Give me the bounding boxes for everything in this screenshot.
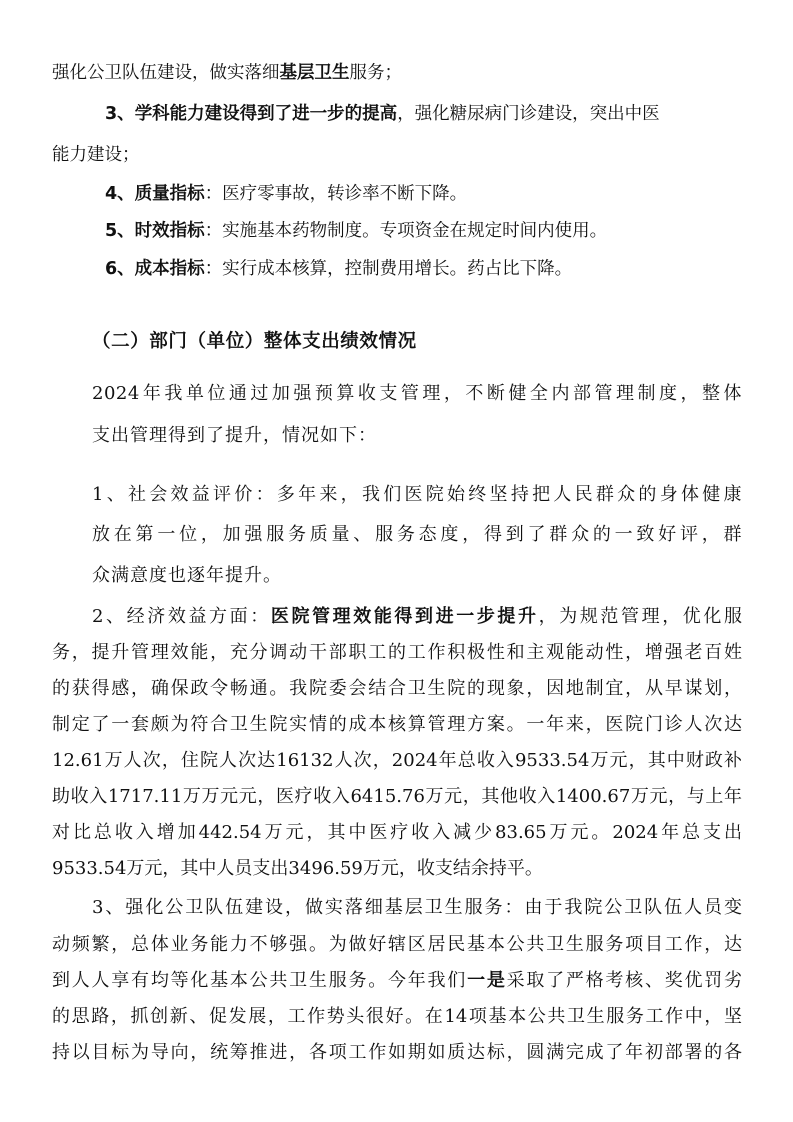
bold-text-run: 医院管理效能得到进一步提升 <box>270 606 539 627</box>
list-item-5 <box>105 216 607 246</box>
text-run: ，为规范管理，优化服 <box>538 606 743 627</box>
paragraph-line: 能力建设； <box>52 145 140 165</box>
paragraph-line: 助收入1717.11万万元元，医疗收入6415.76万元，其他收入1400.67万元，与上年 <box>52 786 742 807</box>
paragraph-line: 持以目标为导向，统筹推进，各项工作如期如质达标，圆满完成了年初部署的各 <box>52 1042 742 1063</box>
bold-label: 5、时效指标 <box>105 221 205 241</box>
paragraph-line: 务，提升管理效能，充分调动干部职工的工作积极性和主观能动性，增强老百姓 <box>52 642 742 663</box>
text-run: ：实行成本核算，控制费用增长。药占比下降。 <box>204 259 573 279</box>
paragraph-line: 1、社会效益评价：多年来，我们医院始终坚持把人民群众的身体健康 <box>92 484 742 505</box>
text-run: 强化公卫队伍建设，做实落细 <box>52 63 280 83</box>
paragraph-line: 放在第一位，加强服务质量、服务态度，得到了群众的一致好评，群 <box>92 524 742 545</box>
list-item-4 <box>105 179 467 209</box>
paragraph-line: 3、强化公卫队伍建设，做实落细基层卫生服务：由于我院公卫队伍人员变 <box>92 897 742 918</box>
text-run: 服务； <box>349 63 402 83</box>
text-run: 到人人享有均等化基本公共卫生服务。今年我们 <box>52 970 468 991</box>
bold-text-run: 学科能力建设得到了进一步的提高 <box>134 104 398 124</box>
paragraph-line: 的思路，抓创新、促发展，工作势头很好。在14项基本公共卫生服务工作中，坚 <box>52 1006 742 1027</box>
bold-text-run: 基层卫生 <box>279 63 350 83</box>
paragraph-line: 动频繁，总体业务能力不够强。为做好辖区居民基本公共卫生服务项目工作，达 <box>52 934 742 955</box>
paragraph-line: 的获得感，确保政令畅通。我院委会结合卫生院的现象，因地制宜，从早谋划， <box>52 678 742 699</box>
paragraph-line <box>52 966 742 996</box>
text-run: ：实施基本药物制度。专项资金在规定时间内使用。 <box>204 221 608 241</box>
text-run: ：医疗零事故，转诊率不断下降。 <box>204 184 468 204</box>
paragraph-line <box>52 58 402 88</box>
paragraph-line: 对比总收入增加442.54万元，其中医疗收入减少83.65万元。2024年总支出 <box>52 822 742 843</box>
section-heading: （二）部门（单位）整体支出绩效情况 <box>92 331 417 352</box>
text-run: 2、经济效益方面： <box>92 606 271 627</box>
paragraph-line: 制定了一套颇为符合卫生院实情的成本核算管理方案。一年来，医院门诊人次达 <box>52 714 742 735</box>
text-run: 采取了严格考核、奖优罚劣 <box>506 970 743 991</box>
paragraph-line: 12.61万人次，住院人次达16132人次，2024年总收入9533.54万元，其中财政补 <box>52 750 742 771</box>
list-item-6 <box>105 254 572 284</box>
bold-label: 6、成本指标 <box>105 259 205 279</box>
list-item-3 <box>105 99 660 129</box>
paragraph-line: 众满意度也逐年提升。 <box>92 565 282 586</box>
paragraph-line <box>92 602 742 632</box>
paragraph-line: 支出管理得到了提升，情况如下： <box>92 425 377 446</box>
paragraph-line: 9533.54万元，其中人员支出3496.59万元，收支结余持平。 <box>52 858 543 879</box>
bold-label: 4、质量指标 <box>105 184 205 204</box>
bold-text-run: 一是 <box>467 970 507 991</box>
paragraph-line: 2024年我单位通过加强预算收支管理，不断健全内部管理制度，整体 <box>92 383 742 404</box>
text-run: ，强化糖尿病门诊建设，突出中医 <box>397 104 660 124</box>
item-number: 3、 <box>105 104 135 124</box>
